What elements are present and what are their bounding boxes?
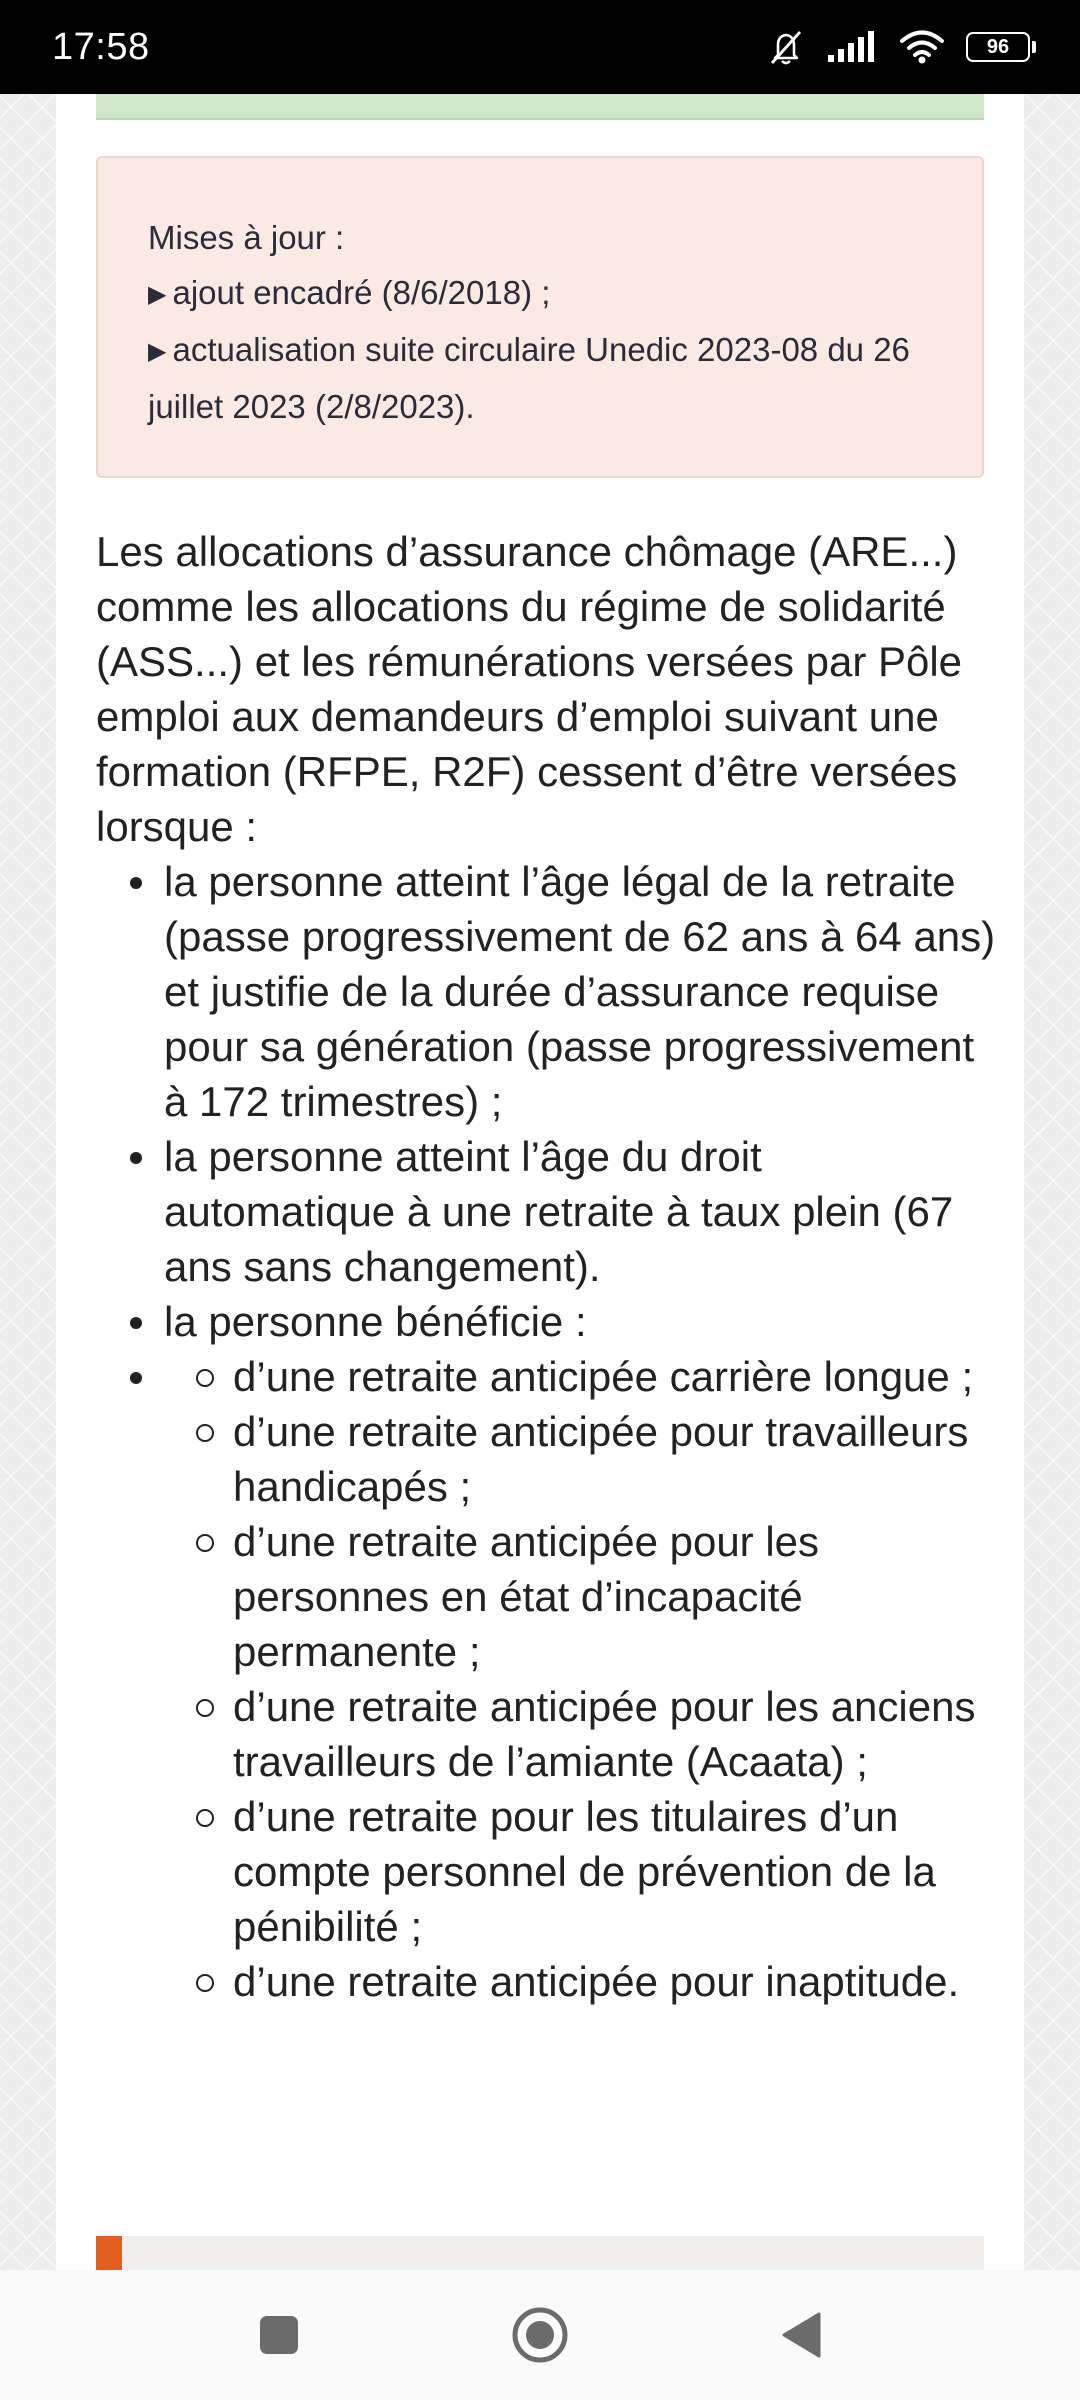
sub-list-item: d’une retraite anticipée pour les personnes en état d’incapacité permanente ; [164,1514,996,1679]
sub-list-item: d’une retraite pour les titulaires d’un compte personnel de prévention de la pénibilité ; [164,1789,996,1954]
sub-list-item: d’une retraite anticipée pour les anciens travailleurs de l’amiante (Acaata) ; [164,1679,996,1789]
update-item: ▶ ajout encadré (8/6/2018) ; [148,274,551,311]
article-intro: Les allocations d’assurance chômage (ARE...) comme les allocations du régime de solidarité (ASS...) et les rémunérations versées par Pôle emploi aux demandeurs d’emploi suivant une formation (RFPE, R2F) cessent d’être versées lorsque : [96,528,963,850]
nav-bar [0,2270,1080,2400]
list-item: la personne bénéficie : [96,1294,996,1349]
triangle-right-icon: ▶ [148,338,167,365]
status-time: 17:58 [52,25,150,68]
list-item-sublist [96,1349,996,2009]
sub-list-item: d’une retraite anticipée carrière longue ; [164,1349,996,1404]
recents-button[interactable] [257,2313,301,2357]
status-icons [766,27,1036,67]
back-button[interactable] [779,2311,823,2359]
page-content [56,94,1024,2270]
next-section-box [96,2236,984,2270]
green-info-box [96,94,984,120]
battery-level: 96 [966,32,1030,62]
status-bar [0,0,1080,94]
wifi-icon [900,30,944,64]
sub-list-item: d’une retraite anticipée pour inaptitude. [164,1954,996,2009]
home-button[interactable] [511,2306,569,2364]
list-item: la personne atteint l’âge du droit automatique à une retraite à taux plein (67 ans sans changement). [96,1129,996,1294]
section-accent-bar [96,2236,122,2270]
list-item: la personne atteint l’âge légal de la retraite (passe progressivement de 62 ans à 64 ans) et justifie de la durée d’assurance requise pour sa génération (passe progressivement à 172 trimestres) ; [96,854,996,1129]
updates-box [96,156,984,478]
sub-bullet-list [164,1349,996,2009]
updates-title: Mises à jour : [148,219,345,256]
bell-off-icon [766,27,806,67]
signal-icon [828,31,878,63]
triangle-right-icon: ▶ [148,281,167,308]
article-body [96,524,996,2009]
bullet-list [96,854,996,2009]
battery-icon [966,32,1036,62]
sub-list-item: d’une retraite anticipée pour travailleurs handicapés ; [164,1404,996,1514]
update-item: ▶ actualisation suite circulaire Unedic 2023-08 du 26 juillet 2023 (2/8/2023). [148,331,910,425]
